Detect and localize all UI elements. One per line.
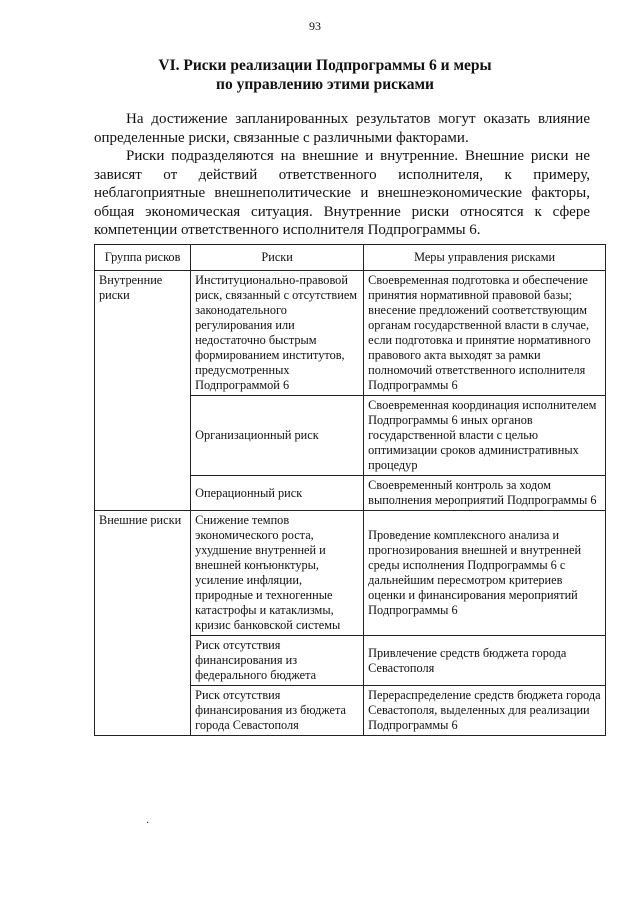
- table-header-row: [95, 245, 606, 271]
- paragraph-2: Риски подразделяются на внешние и внутренние. Внешние риски не зависят от действий ответственного исполнителя, к примеру, неблагоприятные внешнеполитические и внешнеэкономические факторы, общая экономическая ситуация. Внутренние риски относятся к сфере компетенции ответственного исполнителя Подпрограммы 6.: [94, 148, 590, 238]
- section-title: [100, 56, 550, 94]
- page-number: 93: [309, 19, 321, 33]
- header-measures: Меры управления рисками: [364, 245, 606, 271]
- stray-mark: ·: [146, 818, 150, 829]
- section-title-line-2: по управлению этими рисками: [216, 76, 434, 93]
- risk-cell: Организационный риск: [191, 396, 364, 476]
- section-title-line-1: VI. Риски реализации Подпрограммы 6 и меры: [158, 57, 492, 74]
- risk-cell: Риск отсутствия финансирования из бюджета города Севастополя: [191, 686, 364, 736]
- table-row: [95, 511, 606, 636]
- measure-cell: Привлечение средств бюджета города Севастополя: [364, 636, 606, 686]
- group-internal: Внутренние риски: [95, 271, 191, 511]
- header-risk-group: Группа рисков: [95, 245, 191, 271]
- body-text: [94, 110, 590, 240]
- measure-cell: Своевременная координация исполнителем Подпрограммы 6 иных органов государственной власти с целью оптимизации сроков административных процедур: [364, 396, 606, 476]
- risk-cell: Операционный риск: [191, 476, 364, 511]
- risk-table: [94, 244, 606, 736]
- risk-cell: Снижение темпов экономического роста, ухудшение внутренней и внешней конъюнктуры, усиление инфляции, природные и техногенные катастрофы и катаклизмы, кризис банковской системы: [191, 511, 364, 636]
- risk-cell: Институционально-правовой риск, связанный с отсутствием законодательного регулирования или недостаточно быстрым формированием институтов, предусмотренных Подпрограммой 6: [191, 271, 364, 396]
- measure-cell: Своевременный контроль за ходом выполнения мероприятий Подпрограммы 6: [364, 476, 606, 511]
- risk-cell: Риск отсутствия финансирования из федерального бюджета: [191, 636, 364, 686]
- header-risks: Риски: [191, 245, 364, 271]
- measure-cell: Перераспределение средств бюджета города Севастополя, выделенных для реализации Подпрограммы 6: [364, 686, 606, 736]
- paragraph-1: На достижение запланированных результатов могут оказать влияние определенные риски, связанные с различными факторами.: [94, 111, 590, 146]
- measure-cell: Проведение комплексного анализа и прогнозирования внешней и внутренней среды исполнения Подпрограммы 6 с дальнейшим пересмотром критериев оценки и финансирования мероприятий Подпрограммы 6: [364, 511, 606, 636]
- measure-cell: Своевременная подготовка и обеспечение принятия нормативной правовой базы; внесение предложений соответствующим органам государственной власти в случае, если подготовка и принятие нормативного правового акта выходят за рамки полномочий ответственного исполнителя Подпрограммы 6: [364, 271, 606, 396]
- group-external: Внешние риски: [95, 511, 191, 736]
- table-row: [95, 271, 606, 396]
